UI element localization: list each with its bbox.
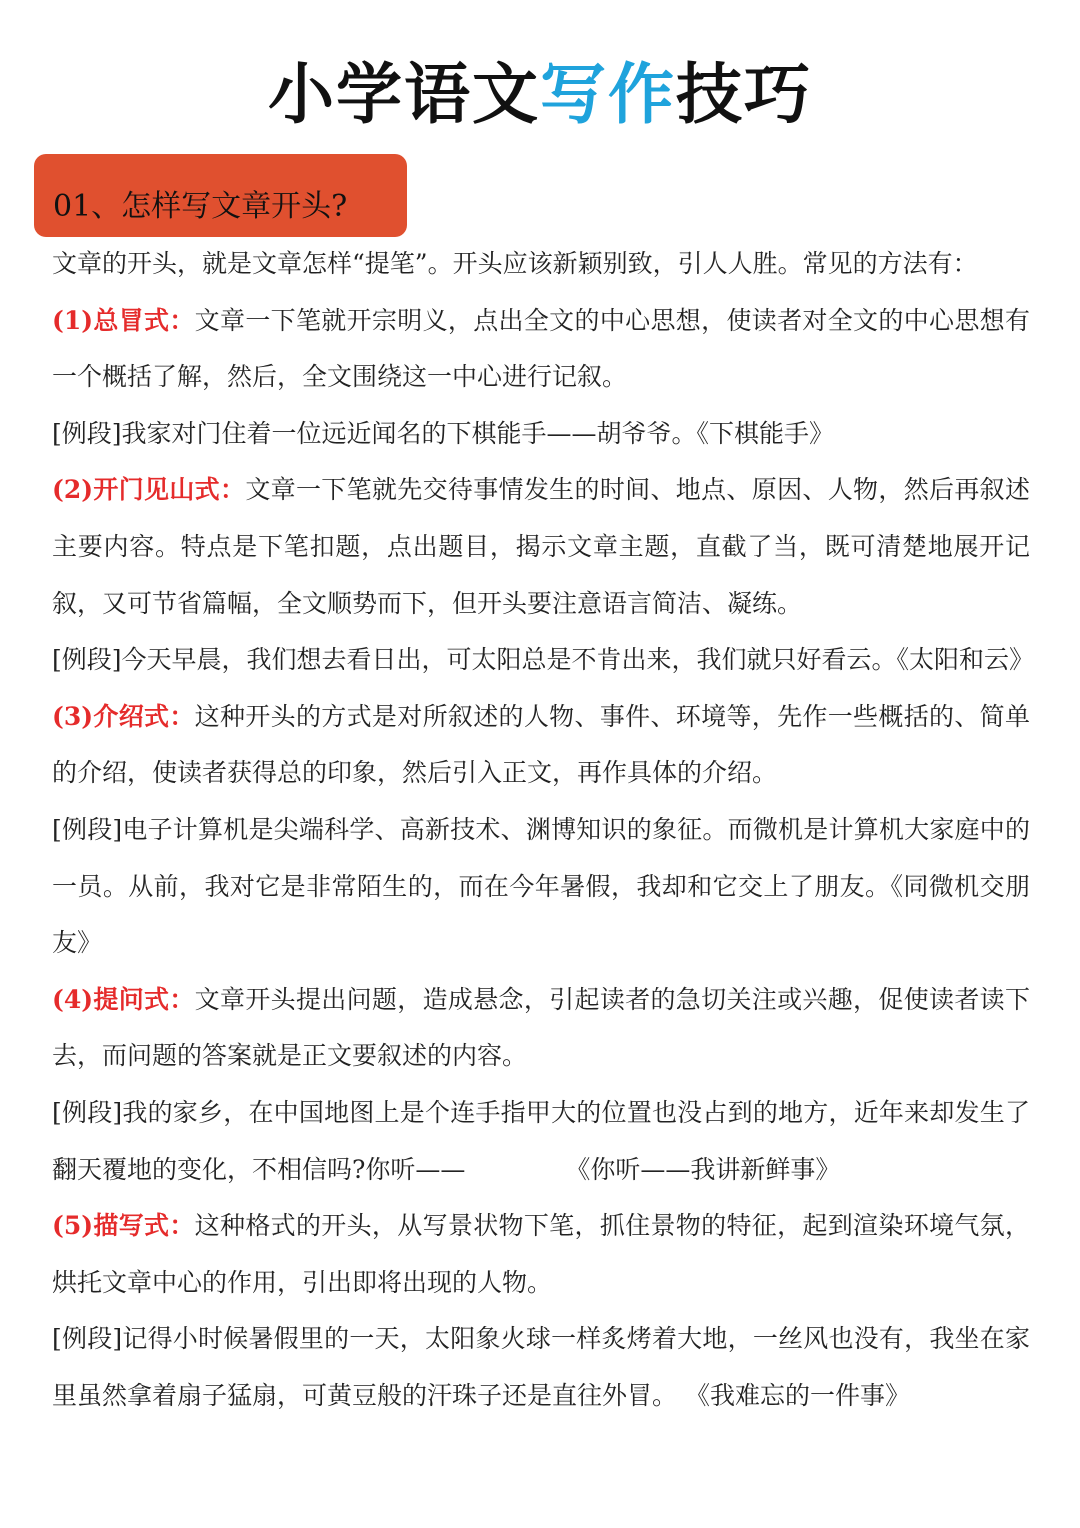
page-title: [0, 50, 1080, 140]
method-label: (5)描写式：: [52, 1211, 195, 1241]
example-text: [例段]我的家乡，在中国地图上是个连手指甲大的位置也没占到的地方，近年来却发生了翻天覆地的变化，不相信吗?你听——: [52, 1097, 1030, 1184]
article-body: [52, 236, 1035, 1424]
method-description: 文章一下笔就先交待事情发生的时间、地点、原因、人物，然后再叙述主要内容。特点是下笔扣题，点出题目，揭示文章主题，直截了当，既可清楚地展开记叙，又可节省篇幅，全文顺势而下，但开头要注意语言简洁、凝练。: [52, 475, 1030, 618]
intro-paragraph: 文章的开头，就是文章怎样“提笔”。开头应该新颖别致，引人人胜。常见的方法有：: [52, 249, 978, 278]
title-part-1: 小学语文: [268, 56, 540, 133]
method-description: 文章开头提出问题，造成悬念，引起读者的急切关注或兴趣，促使读者读下去，而问题的答案就是正文要叙述的内容。: [52, 984, 1030, 1071]
method-description: 这种格式的开头，从写景状物下笔，抓住景物的特征，起到渲染环境气氛，烘托文章中心的作用，引出即将出现的人物。: [52, 1211, 1030, 1297]
example-1: [例段]我家对门住着一位远近闻名的下棋能手——胡爷爷。《下棋能手》: [52, 418, 835, 448]
method-3: [52, 689, 1030, 802]
method-label: (1)总冒式：: [52, 305, 195, 335]
method-4: [52, 972, 1030, 1085]
method-2: [52, 462, 1030, 632]
method-label: (2)开门见山式：: [52, 475, 246, 505]
method-5: [52, 1198, 1030, 1311]
example-source: 《你听——我讲新鲜事》: [565, 1154, 841, 1184]
method-label: (3)介绍式：: [52, 701, 195, 731]
example-3: [例段]电子计算机是尖端科学、高新技术、渊博知识的象征。而微机是计算机大家庭中的一员。从前，我对它是非常陌生的，而在今年暑假，我却和它交上了朋友。《同微机交朋友》: [52, 814, 1030, 958]
method-description: 文章一下笔就开宗明义，点出全文的中心思想，使读者对全文的中心思想有一个概括了解，然后，全文围绕这一中心进行记叙。: [52, 305, 1030, 392]
title-part-2: 技巧: [676, 56, 812, 133]
example-2: [例段]今天早晨，我们想去看日出，可太阳总是不肯出来，我们就只好看云。《太阳和云》: [52, 645, 1035, 675]
method-1: [52, 293, 1030, 406]
example-4: [52, 1085, 1030, 1198]
example-source: 《我难忘的一件事》: [684, 1380, 910, 1410]
title-accent: 写作: [540, 56, 676, 133]
method-description: 这种开头的方式是对所叙述的人物、事件、环境等，先作一些概括的、简单的介绍，使读者获得总的印象，然后引入正文，再作具体的介绍。: [52, 701, 1030, 788]
method-label: (4)提问式：: [52, 984, 195, 1014]
section-header: 01、怎样写文章开头?: [34, 154, 407, 237]
example-5: [52, 1311, 1030, 1424]
example-text: [例段]记得小时候暑假里的一天，太阳象火球一样炙烤着大地，一丝风也没有，我坐在家里虽然拿着扇子猛扇，可黄豆般的汗珠子还是直往外冒。: [52, 1324, 1030, 1410]
